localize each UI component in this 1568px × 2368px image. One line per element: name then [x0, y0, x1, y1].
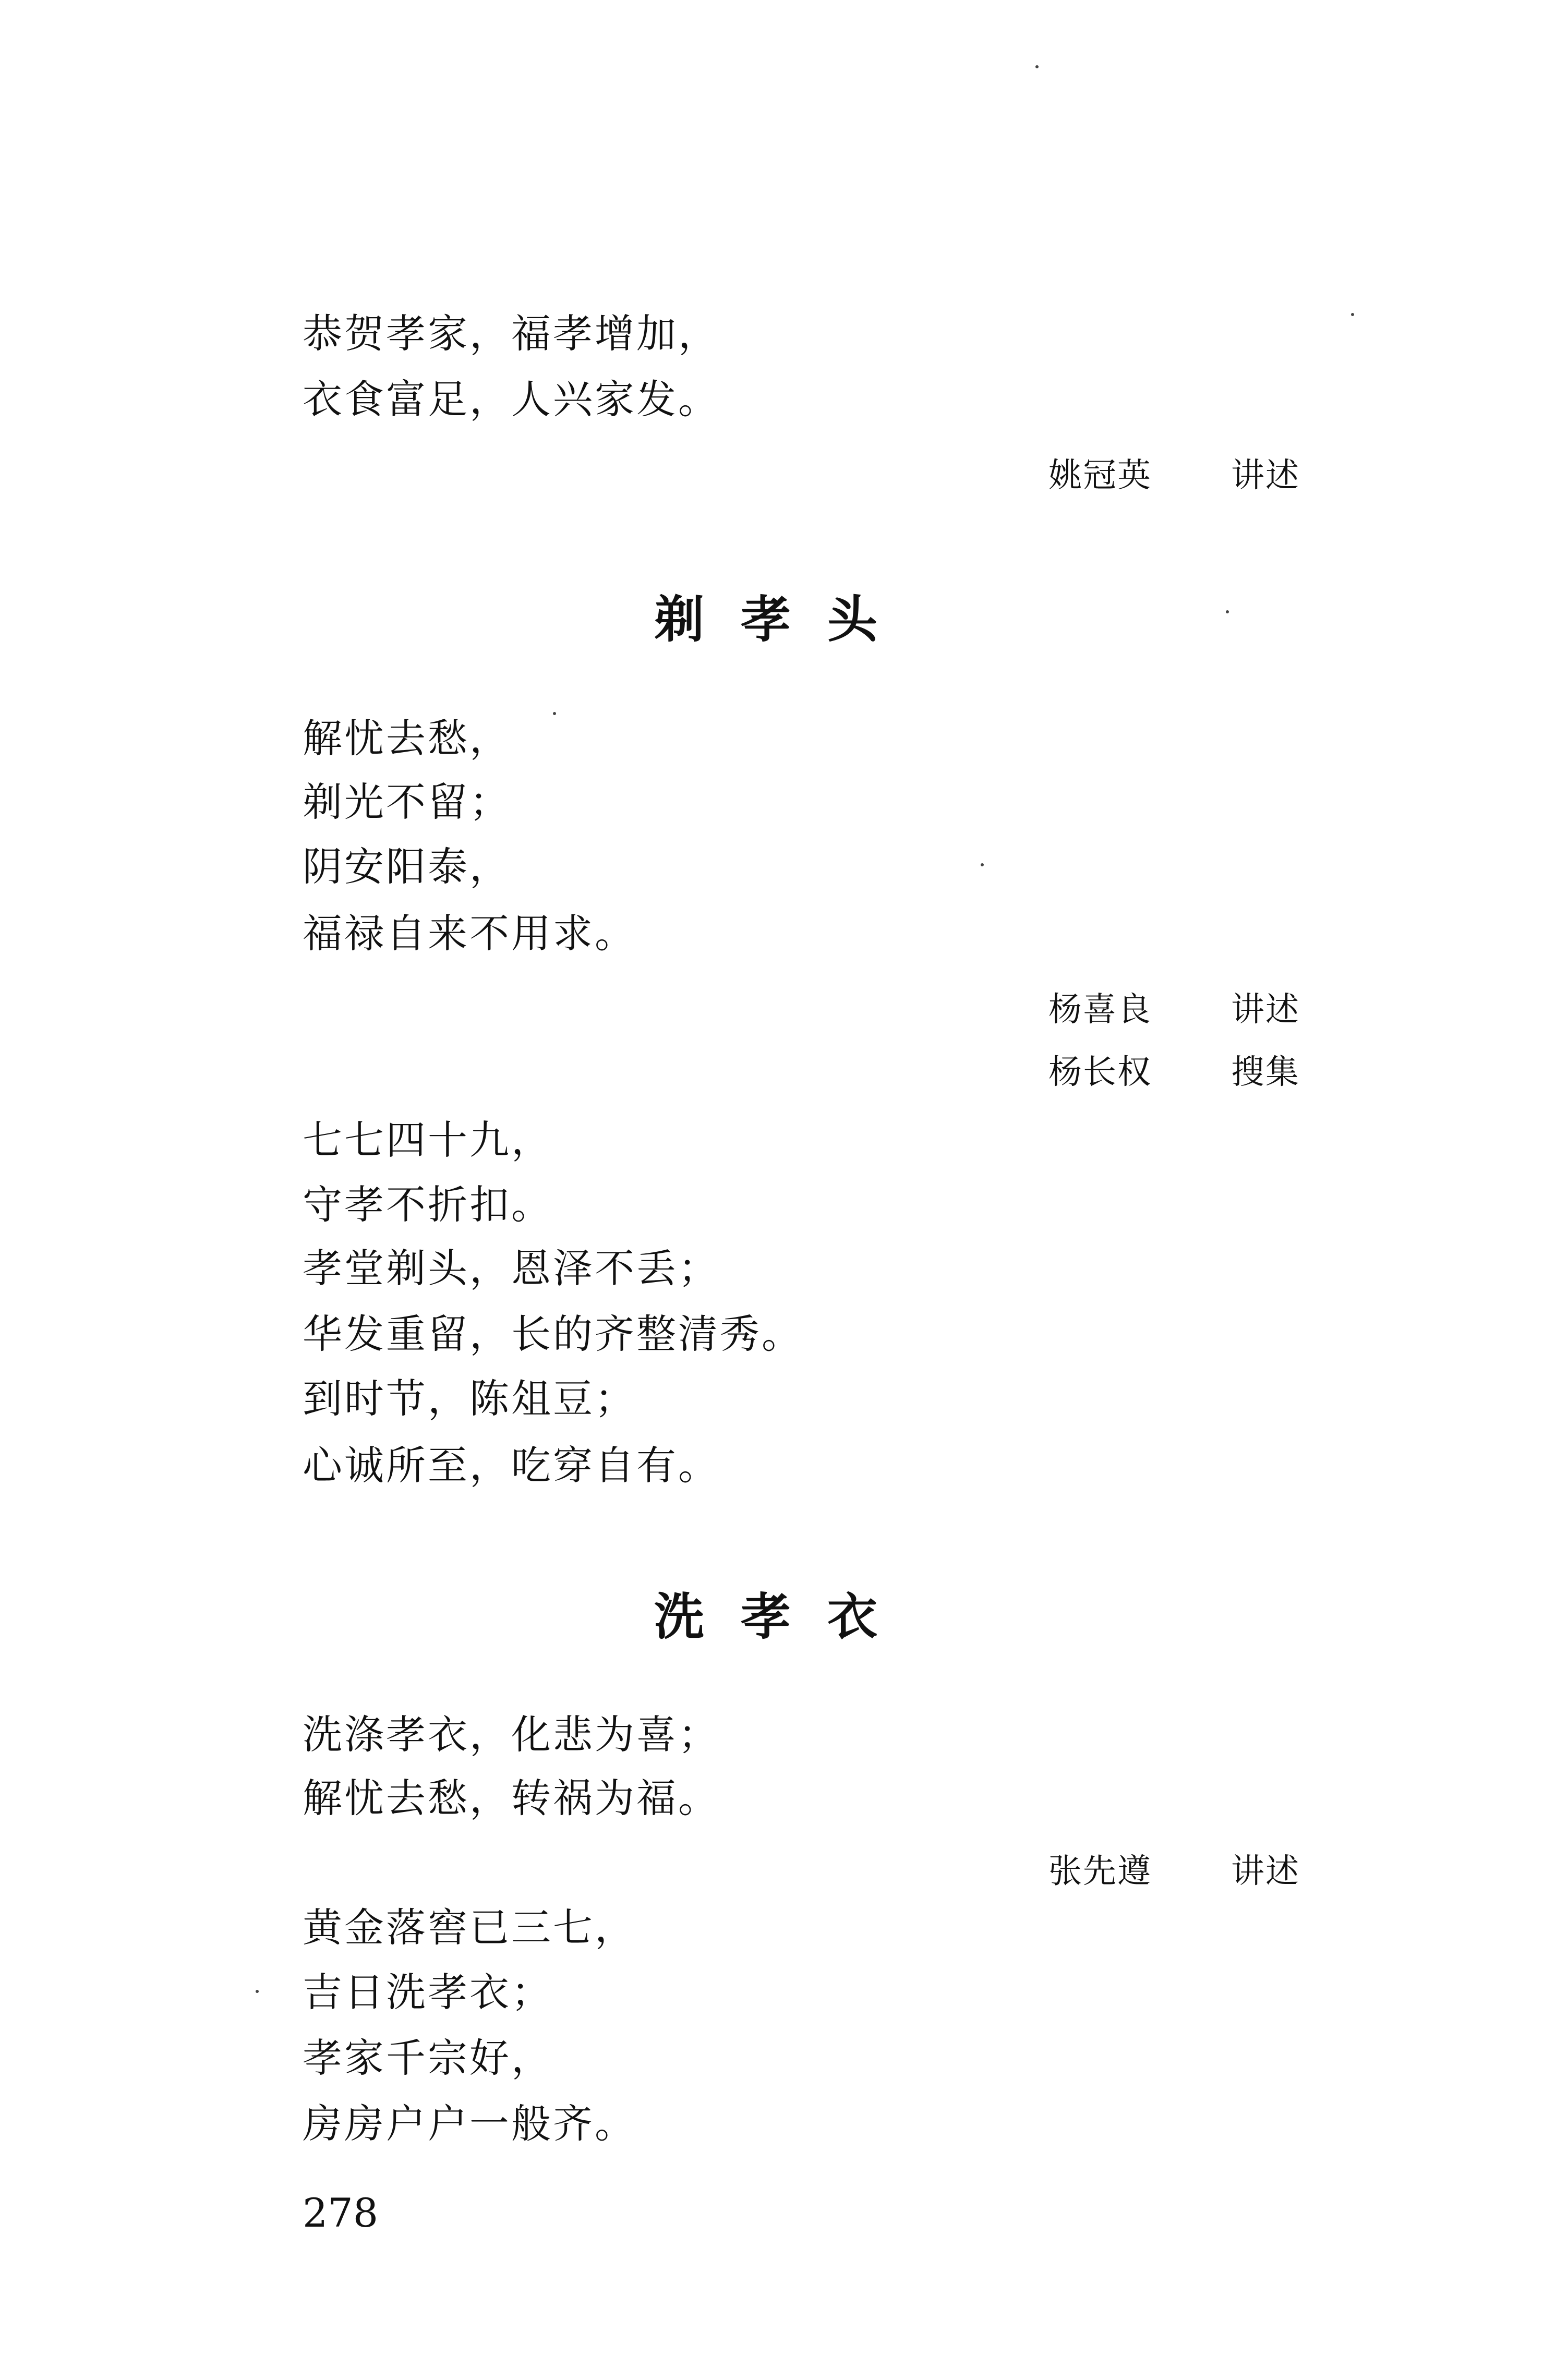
credit-line [1048, 990, 1300, 1029]
verse-line: 洗涤孝衣，化悲为喜； [303, 1711, 720, 1758]
credit-role: 讲述 [1231, 990, 1300, 1029]
verse-line: 房房户户一般齐。 [303, 2100, 636, 2147]
credit-name: 张先遵 [1048, 1852, 1152, 1891]
scan-speck [553, 712, 556, 715]
verse-line: 吉日洗孝衣； [303, 1969, 553, 2015]
verse-line: 守孝不折扣。 [303, 1181, 553, 1228]
scan-speck [981, 863, 984, 866]
verse-line: 剃光不留； [303, 779, 511, 825]
credit-role: 讲述 [1231, 456, 1300, 495]
section-title: 洗孝衣 [654, 1588, 914, 1646]
credit-role: 讲述 [1231, 1852, 1300, 1891]
credit-line [1048, 1852, 1300, 1891]
verse-line: 七七四十九， [303, 1117, 553, 1163]
scan-speck [1351, 313, 1354, 316]
verse-line: 到时节，陈俎豆； [303, 1375, 636, 1422]
verse-line: 华发重留，长的齐整清秀。 [303, 1311, 803, 1357]
verse-line: 孝堂剃头，恩泽不丢； [303, 1245, 720, 1291]
verse-line: 解忧去愁，转祸为福。 [303, 1775, 720, 1821]
page-number: 278 [303, 2190, 379, 2236]
verse-line: 心诚所至，吃穿自有。 [303, 1442, 720, 1489]
credit-role: 搜集 [1231, 1053, 1300, 1092]
scan-speck [256, 1990, 259, 1993]
verse-line: 黄金落窖已三七， [303, 1904, 636, 1951]
credit-name: 杨喜良 [1048, 990, 1152, 1029]
verse-line: 恭贺孝家，福孝增加， [303, 310, 720, 357]
section-title: 剃孝头 [654, 590, 914, 649]
verse-line: 孝家千宗好， [303, 2035, 553, 2081]
verse-line: 衣食富足，人兴家发。 [303, 376, 720, 422]
scan-speck [1035, 65, 1039, 68]
verse-line: 福禄自来不用求。 [303, 910, 636, 957]
credit-line [1048, 456, 1300, 495]
verse-line: 阴安阳泰， [303, 843, 511, 890]
credit-name: 杨长权 [1048, 1053, 1152, 1092]
scan-speck [1226, 610, 1229, 613]
credit-line [1048, 1053, 1300, 1092]
credit-name: 姚冠英 [1048, 456, 1152, 495]
verse-line: 解忧去愁， [303, 715, 511, 762]
